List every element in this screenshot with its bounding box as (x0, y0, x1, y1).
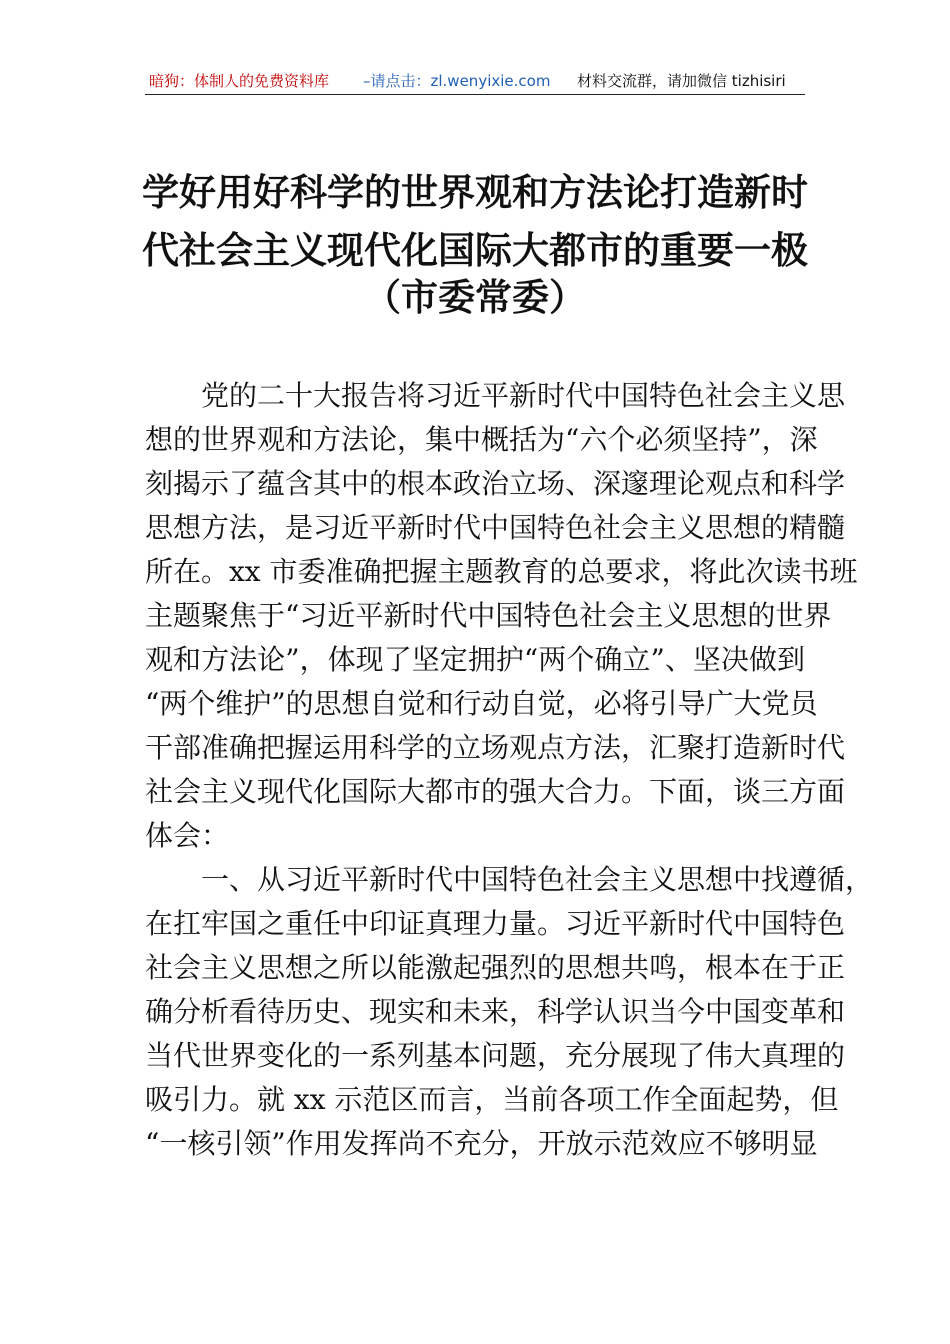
title-line-3: （市委常委） (364, 275, 586, 319)
text-line: “一核引领”作用发挥尚不充分，开放示范效应不够明显 (145, 1127, 818, 1160)
text-line: 社会主义现代化国际大都市的强大合力。下面，谈三方面 (145, 775, 846, 808)
text-line: 党的二十大报告将习近平新时代中国特色社会主义思 (201, 379, 846, 412)
text-line: “两个维护”的思想自觉和行动自觉，必将引导广大党员 (145, 687, 818, 720)
header-link[interactable]: –请点击：zl.wenyixie.com (363, 72, 551, 90)
text-line: 吸引力。就 xx 示范区而言，当前各项工作全面起势，但 (145, 1083, 839, 1116)
page-header (145, 68, 805, 95)
title-line-2: 代社会主义现代化国际大都市的重要一极 (142, 228, 808, 272)
text-line: 刻揭示了蕴含其中的根本政治立场、深邃理论观点和科学 (145, 467, 846, 500)
text-line: 观和方法论”，体现了坚定拥护“两个确立”、坚决做到 (145, 643, 805, 676)
header-site-name: 暗狗：体制人的免费资料库 (149, 72, 330, 90)
text-line: 想的世界观和方法论，集中概括为“六个必须坚持”，深 (145, 423, 818, 456)
text-line: 干部准确把握运用科学的立场观点方法，汇聚打造新时代 (145, 731, 846, 764)
text-line: 当代世界变化的一系列基本问题，充分展现了伟大真理的 (145, 1039, 846, 1072)
text-line: 体会： (145, 819, 230, 852)
text-line: 主题聚焦于“习近平新时代中国特色社会主义思想的世界 (145, 599, 832, 632)
text-line: 所在。xx 市委准确把握主题教育的总要求，将此次读书班 (145, 555, 858, 588)
text-line: 思想方法，是习近平新时代中国特色社会主义思想的精髓 (145, 511, 846, 544)
header-contact: 材料交流群，请加微信 tizhisiri (577, 72, 786, 90)
text-line: 在扛牢国之重任中印证真理力量。习近平新时代中国特色 (145, 907, 846, 940)
text-line: 一、从习近平新时代中国特色社会主义思想中找遵循， (201, 863, 874, 896)
text-line: 社会主义思想之所以能激起强烈的思想共鸣，根本在于正 (145, 951, 846, 984)
title-line-1: 学好用好科学的世界观和方法论打造新时 (142, 170, 808, 214)
text-line: 确分析看待历史、现实和未来，科学认识当今中国变革和 (145, 995, 846, 1028)
